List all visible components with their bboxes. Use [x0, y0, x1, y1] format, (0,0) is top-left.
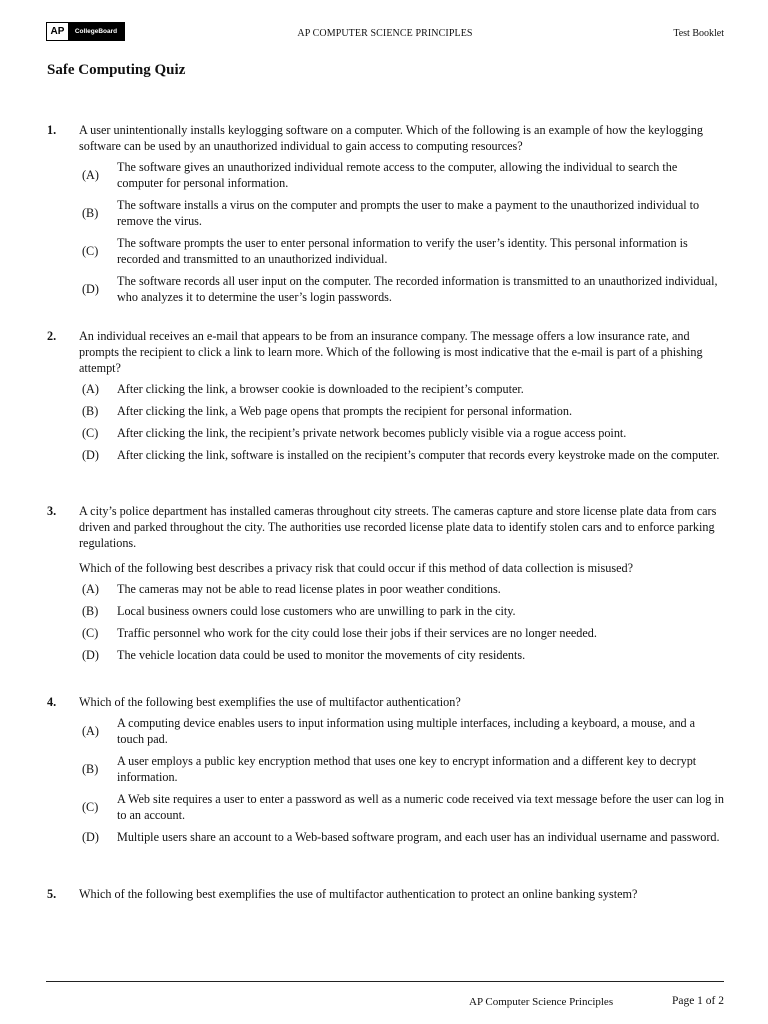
- choice-text: A computing device enables users to input information using multiple interfaces, including a keyboard, a mouse, and a touch pad.: [117, 716, 696, 746]
- choice-text: After clicking the link, software is installed on the recipient’s computer that records every keystroke made on the computer.: [117, 448, 720, 462]
- choice-c[interactable]: [82, 625, 725, 641]
- question-stem: A city’s police department has installed cameras throughout city streets. The cameras capture and store license plate data from cars driven and parked throughout the city. The authorities use recorded license plate data to identify stolen cars and to enforce parking regulations.: [79, 504, 717, 550]
- choice-c[interactable]: [82, 235, 725, 267]
- question-stem: Which of the following best exemplifies the use of multifactor authentication?: [79, 695, 461, 709]
- choice-b[interactable]: [82, 603, 725, 619]
- choice-text: The software prompts the user to enter personal information to verify the user’s identity. This personal information is recorded and transmitted to an unauthorized individual.: [117, 236, 688, 266]
- choice-b[interactable]: [82, 753, 725, 785]
- question-number: 4.: [47, 695, 57, 709]
- choice-letter: (B): [82, 604, 99, 618]
- choice-text: The software gives an unauthorized individual remote access to the computer, allowing the individual to search the computer for personal information.: [117, 160, 678, 190]
- footer-divider: [46, 981, 724, 982]
- choice-letter: (D): [82, 282, 99, 296]
- question-prompt: Which of the following best describes a privacy risk that could occur if this method of data collection is misused?: [79, 561, 634, 575]
- footer-course-name: AP Computer Science Principles: [469, 996, 614, 1008]
- choice-letter: (B): [82, 404, 99, 418]
- choice-a[interactable]: [82, 715, 725, 747]
- logo-ap-text: AP: [47, 23, 68, 40]
- choice-letter: (A): [82, 582, 99, 596]
- header-booklet-label: Test Booklet: [673, 28, 724, 39]
- choice-a[interactable]: [82, 381, 725, 397]
- choice-letter: (A): [82, 168, 99, 182]
- answer-choices: [47, 381, 725, 463]
- choice-a[interactable]: [82, 581, 725, 597]
- question-5: [47, 886, 725, 902]
- choice-b[interactable]: [82, 403, 725, 419]
- page-header: [46, 22, 724, 44]
- choice-letter: (A): [82, 382, 99, 396]
- question-number: 2.: [47, 329, 57, 343]
- choice-d[interactable]: [82, 273, 725, 305]
- choice-text: Local business owners could lose customers who are unwilling to park in the city.: [117, 604, 516, 618]
- question-number: 3.: [47, 504, 57, 518]
- question-3: [47, 503, 725, 669]
- choice-b[interactable]: [82, 197, 725, 229]
- choice-text: The software installs a virus on the computer and prompts the user to make a payment to the unauthorized individual to remove the virus.: [117, 198, 700, 228]
- answer-choices: [47, 581, 725, 663]
- choice-letter: (B): [82, 762, 99, 776]
- choice-text: The software records all user input on the computer. The recorded information is transmitted to an unauthorized individual, who analyzes it to determine the user’s login passwords.: [117, 274, 718, 304]
- choice-text: A user employs a public key encryption method that uses one key to encrypt information and a different key to decrypt information.: [117, 754, 697, 784]
- quiz-title: Safe Computing Quiz: [47, 62, 186, 78]
- choice-a[interactable]: [82, 159, 725, 191]
- question-number: 1.: [47, 123, 57, 137]
- choice-letter: (B): [82, 206, 99, 220]
- header-course-title: AP COMPUTER SCIENCE PRINCIPLES: [297, 28, 473, 39]
- question-4: [47, 694, 725, 851]
- question-2: [47, 328, 725, 469]
- choice-letter: (C): [82, 800, 99, 814]
- choice-d[interactable]: [82, 829, 725, 845]
- choice-text: The cameras may not be able to read license plates in poor weather conditions.: [117, 582, 501, 596]
- page-number: Page 1 of 2: [671, 995, 724, 1007]
- choice-text: Multiple users share an account to a Web-based software program, and each user has an individual username and password.: [117, 830, 720, 844]
- choice-text: After clicking the link, a browser cookie is downloaded to the recipient’s computer.: [117, 382, 524, 396]
- answer-choices: [47, 715, 725, 845]
- choice-letter: (C): [82, 626, 99, 640]
- choice-text: Traffic personnel who work for the city could lose their jobs if their services are no longer needed.: [117, 626, 597, 640]
- question-1: [47, 122, 725, 311]
- question-number: 5.: [47, 887, 57, 901]
- choice-letter: (A): [82, 724, 99, 738]
- choice-text: A Web site requires a user to enter a password as well as a numeric code received via text message before the user can log in to an account.: [117, 792, 724, 822]
- question-stem: Which of the following best exemplifies the use of multifactor authentication to protect an online banking system?: [79, 887, 638, 901]
- choice-text: After clicking the link, a Web page opens that prompts the recipient for personal information.: [117, 404, 573, 418]
- choice-c[interactable]: [82, 425, 725, 441]
- choice-d[interactable]: [82, 647, 725, 663]
- answer-choices: [47, 159, 725, 305]
- choice-letter: (D): [82, 648, 99, 662]
- choice-letter: (D): [82, 830, 99, 844]
- choice-d[interactable]: [82, 447, 725, 463]
- choice-letter: (C): [82, 426, 99, 440]
- question-stem: An individual receives an e-mail that appears to be from an insurance company. The message offers a low insurance rate, and prompts the recipient to click a link to learn more. Which of the following is most indicative that the e-mail is part of a phishing attempt?: [79, 329, 703, 375]
- question-stem: A user unintentionally installs keylogging software on a computer. Which of the following is an example of how the keylogging software can be used by an unauthorized individual to gain access to computing resources?: [79, 123, 703, 153]
- logo-collegeboard-text: CollegeBoard: [68, 23, 124, 40]
- choice-letter: (D): [82, 448, 99, 462]
- choice-c[interactable]: [82, 791, 725, 823]
- choice-text: After clicking the link, the recipient’s private network becomes publicly visible via a rogue access point.: [117, 426, 627, 440]
- choice-letter: (C): [82, 244, 99, 258]
- choice-text: The vehicle location data could be used to monitor the movements of city residents.: [117, 648, 526, 662]
